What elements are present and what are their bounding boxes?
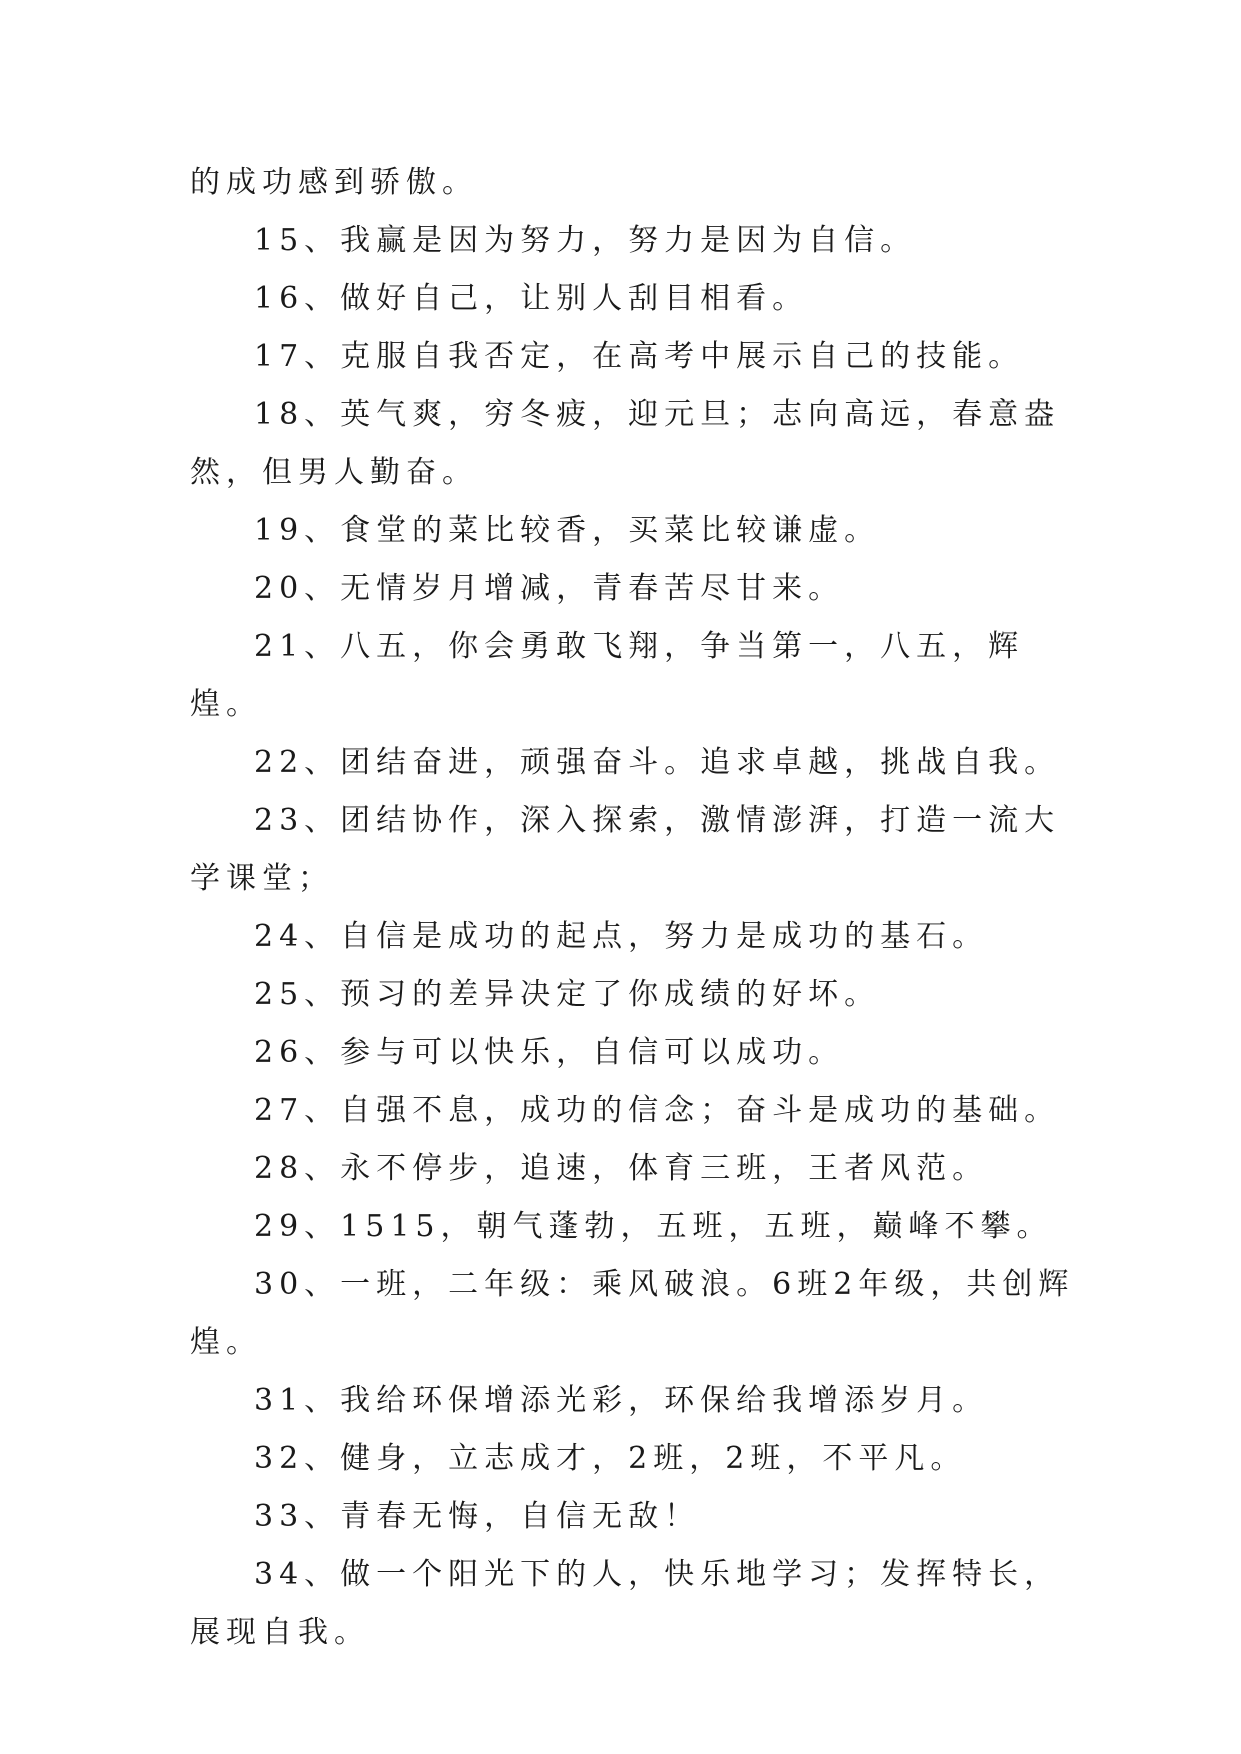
slogan-19: 19、食堂的菜比较香，买菜比较谦虚。 <box>254 513 881 548</box>
slogan-21: 21、八五，你会勇敢飞翔，争当第一，八五，辉煌。 <box>190 629 1025 722</box>
paragraph-continuation: 的成功感到骄傲。 <box>190 165 478 200</box>
slogan-23: 23、团结协作，深入探索，激情澎湃，打造一流大学课堂； <box>190 803 1061 896</box>
slogan-22: 22、团结奋进，顽强奋斗。追求卓越，挑战自我。 <box>254 745 1061 780</box>
slogan-29: 29、1515，朝气蓬勃，五班，五班，巅峰不攀。 <box>254 1209 1053 1244</box>
slogan-25: 25、预习的差异决定了你成绩的好坏。 <box>254 977 881 1012</box>
slogan-32: 32、健身，立志成才，2班，2班，不平凡。 <box>254 1441 967 1476</box>
slogan-33: 33、青春无悔，自信无敌！ <box>254 1499 701 1534</box>
slogan-18: 18、英气爽，穷冬疲，迎元旦；志向高远，春意盎然，但男人勤奋。 <box>190 397 1061 490</box>
slogan-28: 28、永不停步，追速，体育三班，王者风范。 <box>254 1151 989 1186</box>
slogan-16: 16、做好自己，让别人刮目相看。 <box>254 281 809 316</box>
slogan-17: 17、克服自我否定，在高考中展示自己的技能。 <box>254 339 1025 374</box>
slogan-30: 30、一班，二年级：乘风破浪。6班2年级，共创辉煌。 <box>190 1267 1075 1360</box>
slogan-27: 27、自强不息，成功的信念；奋斗是成功的基础。 <box>254 1093 1061 1128</box>
slogan-26: 26、参与可以快乐，自信可以成功。 <box>254 1035 845 1070</box>
slogan-20: 20、无情岁月增减，青春苦尽甘来。 <box>254 571 845 606</box>
document-body <box>190 154 1080 1662</box>
slogan-24: 24、自信是成功的起点，努力是成功的基石。 <box>254 919 989 954</box>
slogan-31: 31、我给环保增添光彩，环保给我增添岁月。 <box>254 1383 989 1418</box>
slogan-34: 34、做一个阳光下的人，快乐地学习；发挥特长，展现自我。 <box>190 1557 1061 1650</box>
slogan-15: 15、我赢是因为努力，努力是因为自信。 <box>254 223 917 258</box>
